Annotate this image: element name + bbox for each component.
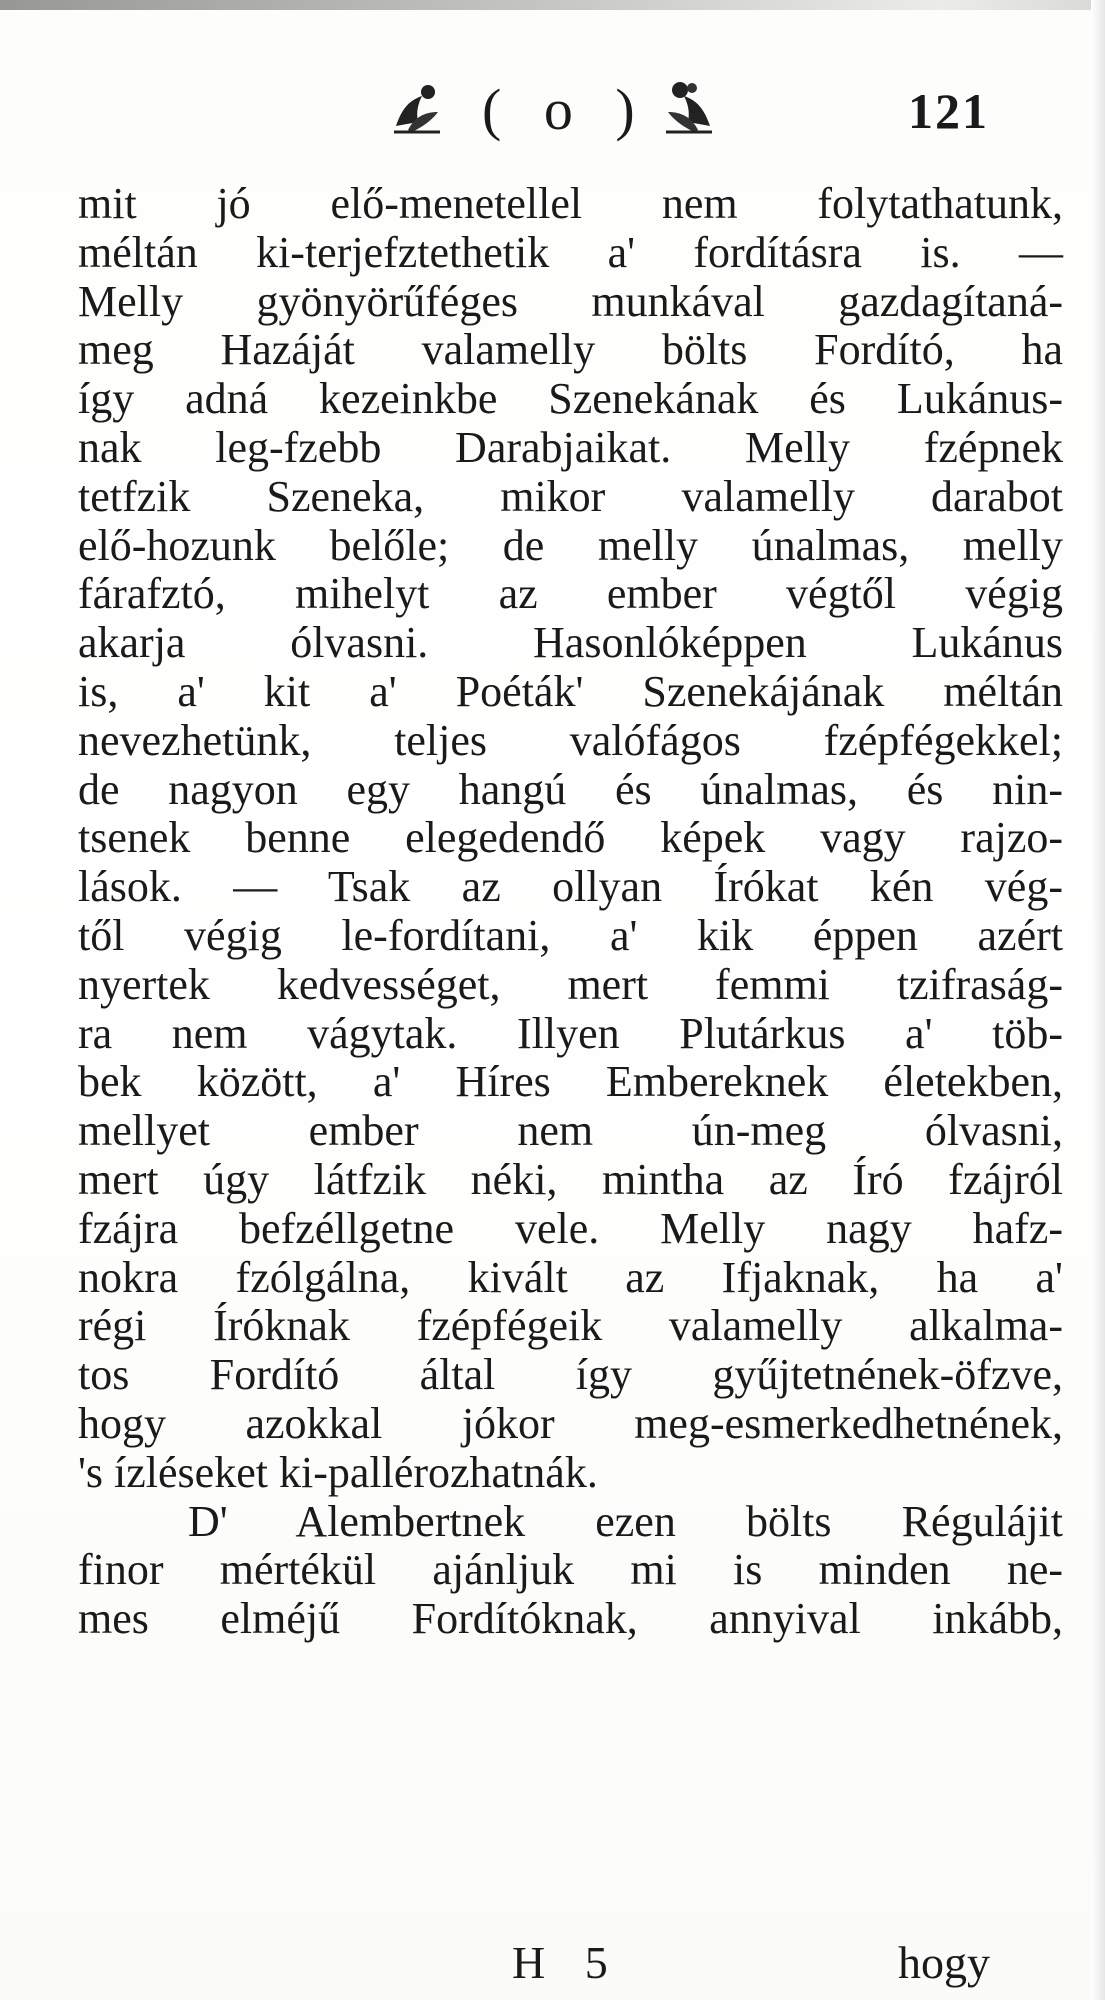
text-line: meg Hazáját valamelly bölts Fordító, ha (78, 325, 1063, 375)
text-line: lások. — Tsak az ollyan Írókat kén vég- (78, 862, 1063, 912)
text-line: de nagyon egy hangú és únalmas, és nin- (78, 764, 1063, 814)
text-line: finor mértékül ajánljuk mi is minden ne- (78, 1545, 1063, 1595)
text-line: mert úgy látfzik néki, mintha az Író fzájról (78, 1154, 1063, 1204)
text-line: régi Íróknak fzépfégeik valamelly alkalma- (78, 1301, 1063, 1351)
text-line: mit jó elő-menetellel nem folytathatunk, (78, 179, 1063, 228)
text-line: hogy azokkal jókor meg-esmerkedhetnének, (78, 1398, 1063, 1448)
text-line: nevezhetünk, teljes valófágos fzépfégekkel; (78, 715, 1063, 765)
paragraph-1 (78, 180, 1063, 1498)
floral-ornament-icon (388, 78, 448, 138)
text-line: bek között, a' Híres Embereknek életekben, (78, 1057, 1063, 1107)
signature-mark: H 5 (512, 1937, 622, 1988)
text-line: fárafztó, mihelyt az ember végtől végig (78, 569, 1063, 619)
page-right-edge-shadow (1091, 0, 1105, 2000)
text-line: nyertek kedvességet, mert femmi tzifraság- (78, 959, 1063, 1009)
body-text (78, 180, 1063, 1644)
page-footer (0, 1935, 1105, 1995)
text-line: től végig le-fordítani, a' kik éppen azért (78, 910, 1063, 960)
text-line: is, a' kit a' Poéták' Szenekájának méltán (78, 666, 1063, 716)
text-line: mellyet ember nem ún-meg ólvasni, (78, 1106, 1063, 1156)
text-line: méltán ki-terjefztethetik a' fordításra is. — (78, 227, 1063, 277)
floral-ornament-icon (658, 78, 718, 138)
text-line: fzájra befzéllgetne vele. Melly nagy hafz- (78, 1203, 1063, 1253)
page-number: 121 (908, 83, 989, 139)
text-line: ra nem vágytak. Illyen Plutárkus a' töb- (78, 1008, 1063, 1058)
text-line: nak leg-fzebb Darabjaikat. Melly fzépnek (78, 422, 1063, 472)
catchword: hogy (898, 1937, 990, 1988)
text-line: így adná kezeinkbe Szenekának és Lukánus- (78, 374, 1063, 424)
text-line: mes elméjű Fordítóknak, annyival inkább, (78, 1594, 1063, 1644)
text-line: D' Alembertnek ezen bölts Régulájit (188, 1496, 1063, 1546)
text-line: akarja ólvasni. Hasonlóképpen Lukánus (78, 618, 1063, 668)
text-line: nokra fzólgálna, kivált az Ifjaknak, ha a' (78, 1252, 1063, 1302)
text-line: Melly gyönyörűféges munkával gazdagítaná- (78, 276, 1063, 326)
text-line: elő-hozunk belőle; de melly únalmas, melly (78, 520, 1063, 570)
text-line: 's ízléseket ki-pallérozhatnák. (78, 1447, 598, 1497)
running-header (0, 70, 1105, 160)
paragraph-2 (78, 1498, 1063, 1644)
text-line: tos Fordító által így gyűjtetnének-öfzve, (78, 1350, 1063, 1400)
header-mark: ( o ) (482, 77, 649, 142)
text-line: tsenek benne elegedendő képek vagy rajzo- (78, 813, 1063, 863)
text-line: tetfzik Szeneka, mikor valamelly darabot (78, 471, 1063, 521)
page-top-edge-shadow (0, 0, 1105, 10)
